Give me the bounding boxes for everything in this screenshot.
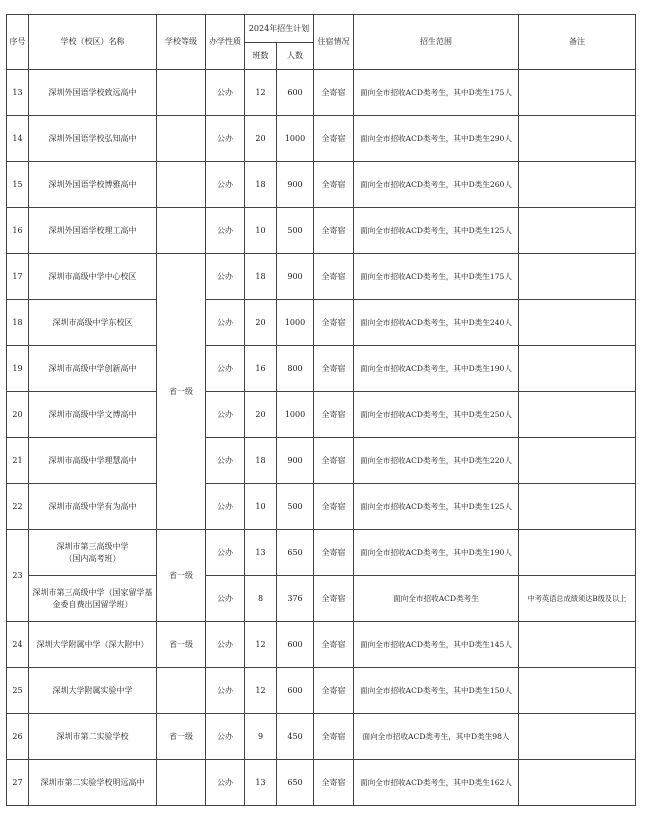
table-row xyxy=(7,668,636,714)
school-cell: 深圳外国语学校弘知高中 xyxy=(29,116,157,162)
school-cell xyxy=(29,530,157,576)
students-cell: 500 xyxy=(277,208,314,254)
lodging-cell: 全寄宿 xyxy=(314,530,354,576)
nature-cell: 公办 xyxy=(206,300,245,346)
seq-cell: 25 xyxy=(7,668,29,714)
nature-cell: 公办 xyxy=(206,346,245,392)
school-cell xyxy=(29,576,157,622)
scope-cell: 面向全市招收ACD类考生，其中D类生98人 xyxy=(354,714,519,760)
classes-cell: 20 xyxy=(245,300,277,346)
seq-cell: 21 xyxy=(7,438,29,484)
scope-cell: 面向全市招收ACD类考生，其中D类生240人 xyxy=(354,300,519,346)
table-row xyxy=(7,484,636,530)
students-cell: 1000 xyxy=(277,116,314,162)
seq-cell: 15 xyxy=(7,162,29,208)
school-name-line: （国内高考班） xyxy=(64,553,121,563)
seq-cell: 14 xyxy=(7,116,29,162)
seq-cell: 24 xyxy=(7,622,29,668)
header-remark: 备注 xyxy=(519,15,636,70)
classes-cell: 18 xyxy=(245,162,277,208)
remark-cell xyxy=(519,116,636,162)
lodging-cell: 全寄宿 xyxy=(314,760,354,806)
seq-cell: 18 xyxy=(7,300,29,346)
table-row xyxy=(7,162,636,208)
scope-cell: 面向全市招收ACD类考生，其中D类生190人 xyxy=(354,346,519,392)
students-cell: 900 xyxy=(277,438,314,484)
table-row xyxy=(7,116,636,162)
scope-cell: 面向全市招收ACD类考生，其中D类生250人 xyxy=(354,392,519,438)
level-cell xyxy=(157,116,206,162)
classes-cell: 9 xyxy=(245,714,277,760)
school-cell: 深圳市高级中学有为高中 xyxy=(29,484,157,530)
classes-cell: 12 xyxy=(245,622,277,668)
students-cell: 900 xyxy=(277,254,314,300)
nature-cell: 公办 xyxy=(206,438,245,484)
students-cell: 450 xyxy=(277,714,314,760)
lodging-cell: 全寄宿 xyxy=(314,668,354,714)
lodging-cell: 全寄宿 xyxy=(314,70,354,116)
nature-cell: 公办 xyxy=(206,70,245,116)
classes-cell: 13 xyxy=(245,760,277,806)
school-cell: 深圳外国语学校理工高中 xyxy=(29,208,157,254)
remark-cell xyxy=(519,162,636,208)
nature-cell: 公办 xyxy=(206,760,245,806)
classes-cell: 20 xyxy=(245,392,277,438)
seq-cell: 17 xyxy=(7,254,29,300)
lodging-cell: 全寄宿 xyxy=(314,300,354,346)
header-seq: 序号 xyxy=(7,15,29,70)
remark-cell xyxy=(519,622,636,668)
students-cell: 600 xyxy=(277,70,314,116)
school-cell: 深圳市第二实验学校 xyxy=(29,714,157,760)
scope-cell: 面向全市招收ACD类考生，其中D类生260人 xyxy=(354,162,519,208)
lodging-cell: 全寄宿 xyxy=(314,714,354,760)
nature-cell: 公办 xyxy=(206,530,245,576)
lodging-cell: 全寄宿 xyxy=(314,392,354,438)
table-row xyxy=(7,392,636,438)
school-cell: 深圳市高级中学创新高中 xyxy=(29,346,157,392)
classes-cell: 12 xyxy=(245,668,277,714)
scope-cell: 面向全市招收ACD类考生，其中D类生145人 xyxy=(354,622,519,668)
scope-cell: 面向全市招收ACD类考生，其中D类生125人 xyxy=(354,484,519,530)
school-cell: 深圳市高级中学文博高中 xyxy=(29,392,157,438)
header-level: 学校等级 xyxy=(157,15,206,70)
students-cell: 650 xyxy=(277,760,314,806)
school-name-line: 深圳市第三高级中学（国家留学基 xyxy=(32,587,153,597)
scope-cell: 面向全市招收ACD类考生，其中D类生190人 xyxy=(354,530,519,576)
table-row xyxy=(7,760,636,806)
nature-cell: 公办 xyxy=(206,576,245,622)
nature-cell: 公办 xyxy=(206,208,245,254)
header-school: 学校（校区）名称 xyxy=(29,15,157,70)
remark-cell xyxy=(519,70,636,116)
students-cell: 600 xyxy=(277,668,314,714)
remark-cell xyxy=(519,484,636,530)
remark-cell xyxy=(519,668,636,714)
table-row xyxy=(7,576,636,622)
school-cell: 深圳大学附属实验中学 xyxy=(29,668,157,714)
header-classes: 班数 xyxy=(245,43,277,70)
remark-cell xyxy=(519,392,636,438)
remark-cell xyxy=(519,714,636,760)
nature-cell: 公办 xyxy=(206,254,245,300)
scope-cell: 面向全市招收ACD类考生，其中D类生175人 xyxy=(354,254,519,300)
remark-cell xyxy=(519,254,636,300)
seq-cell: 22 xyxy=(7,484,29,530)
students-cell: 1000 xyxy=(277,392,314,438)
school-cell: 深圳外国语学校致远高中 xyxy=(29,70,157,116)
level-cell xyxy=(157,162,206,208)
table-row xyxy=(7,254,636,300)
classes-cell: 13 xyxy=(245,530,277,576)
seq-cell: 26 xyxy=(7,714,29,760)
lodging-cell: 全寄宿 xyxy=(314,162,354,208)
header-students: 人数 xyxy=(277,43,314,70)
classes-cell: 12 xyxy=(245,70,277,116)
nature-cell: 公办 xyxy=(206,668,245,714)
classes-cell: 8 xyxy=(245,576,277,622)
header-scope: 招生范围 xyxy=(354,15,519,70)
lodging-cell: 全寄宿 xyxy=(314,254,354,300)
classes-cell: 18 xyxy=(245,254,277,300)
scope-cell: 面向全市招收ACD类考生，其中D类生150人 xyxy=(354,668,519,714)
table-row xyxy=(7,346,636,392)
seq-cell: 16 xyxy=(7,208,29,254)
table-row xyxy=(7,300,636,346)
nature-cell: 公办 xyxy=(206,116,245,162)
table-row xyxy=(7,438,636,484)
students-cell: 1000 xyxy=(277,300,314,346)
scope-cell: 面向全市招收ACD类考生 xyxy=(354,576,519,622)
level-cell xyxy=(157,760,206,806)
school-cell: 深圳大学附属中学（深大附中） xyxy=(29,622,157,668)
lodging-cell: 全寄宿 xyxy=(314,116,354,162)
classes-cell: 20 xyxy=(245,116,277,162)
school-cell: 深圳市高级中学中心校区 xyxy=(29,254,157,300)
header-nature: 办学性质 xyxy=(206,15,245,70)
remark-cell xyxy=(519,208,636,254)
level-cell-group: 省一级 xyxy=(157,254,206,530)
lodging-cell: 全寄宿 xyxy=(314,576,354,622)
remark-cell xyxy=(519,346,636,392)
level-cell xyxy=(157,208,206,254)
students-cell: 600 xyxy=(277,622,314,668)
school-cell: 深圳市高级中学东校区 xyxy=(29,300,157,346)
nature-cell: 公办 xyxy=(206,484,245,530)
seq-cell: 19 xyxy=(7,346,29,392)
remark-cell xyxy=(519,438,636,484)
lodging-cell: 全寄宿 xyxy=(314,346,354,392)
school-cell: 深圳外国语学校博雅高中 xyxy=(29,162,157,208)
table-row xyxy=(7,70,636,116)
lodging-cell: 全寄宿 xyxy=(314,484,354,530)
table-row xyxy=(7,208,636,254)
students-cell: 500 xyxy=(277,484,314,530)
header-lodging: 住宿情况 xyxy=(314,15,354,70)
nature-cell: 公办 xyxy=(206,714,245,760)
level-cell xyxy=(157,668,206,714)
table-row xyxy=(7,622,636,668)
remark-cell xyxy=(519,530,636,576)
scope-cell: 面向全市招收ACD类考生，其中D类生290人 xyxy=(354,116,519,162)
lodging-cell: 全寄宿 xyxy=(314,622,354,668)
table-row xyxy=(7,714,636,760)
table-row xyxy=(7,530,636,576)
seq-cell: 13 xyxy=(7,70,29,116)
level-cell xyxy=(157,70,206,116)
classes-cell: 10 xyxy=(245,484,277,530)
scope-cell: 面向全市招收ACD类考生，其中D类生125人 xyxy=(354,208,519,254)
students-cell: 900 xyxy=(277,162,314,208)
remark-cell xyxy=(519,760,636,806)
scope-cell: 面向全市招收ACD类考生，其中D类生162人 xyxy=(354,760,519,806)
nature-cell: 公办 xyxy=(206,162,245,208)
nature-cell: 公办 xyxy=(206,392,245,438)
classes-cell: 16 xyxy=(245,346,277,392)
remark-cell: 中考英语总成绩须达B级及以上 xyxy=(519,576,636,622)
scope-cell: 面向全市招收ACD类考生，其中D类生175人 xyxy=(354,70,519,116)
seq-cell: 27 xyxy=(7,760,29,806)
students-cell: 800 xyxy=(277,346,314,392)
classes-cell: 18 xyxy=(245,438,277,484)
school-cell: 深圳市高级中学理慧高中 xyxy=(29,438,157,484)
seq-cell: 20 xyxy=(7,392,29,438)
header-plan: 2024年招生计划 xyxy=(245,15,314,43)
students-cell: 650 xyxy=(277,530,314,576)
enrollment-plan-table-wrapper xyxy=(6,14,636,806)
school-name-line: 深圳市第三高级中学 xyxy=(56,541,129,551)
level-cell-group: 省一级 xyxy=(157,530,206,622)
level-cell: 省一级 xyxy=(157,714,206,760)
students-cell: 376 xyxy=(277,576,314,622)
school-name-line: 金委自费出国留学班） xyxy=(52,599,133,609)
enrollment-plan-table xyxy=(6,14,636,806)
nature-cell: 公办 xyxy=(206,622,245,668)
lodging-cell: 全寄宿 xyxy=(314,208,354,254)
scope-cell: 面向全市招收ACD类考生，其中D类生220人 xyxy=(354,438,519,484)
level-cell: 省一级 xyxy=(157,622,206,668)
lodging-cell: 全寄宿 xyxy=(314,438,354,484)
school-cell: 深圳市第二实验学校明远高中 xyxy=(29,760,157,806)
classes-cell: 10 xyxy=(245,208,277,254)
seq-cell: 23 xyxy=(7,530,29,622)
remark-cell xyxy=(519,300,636,346)
